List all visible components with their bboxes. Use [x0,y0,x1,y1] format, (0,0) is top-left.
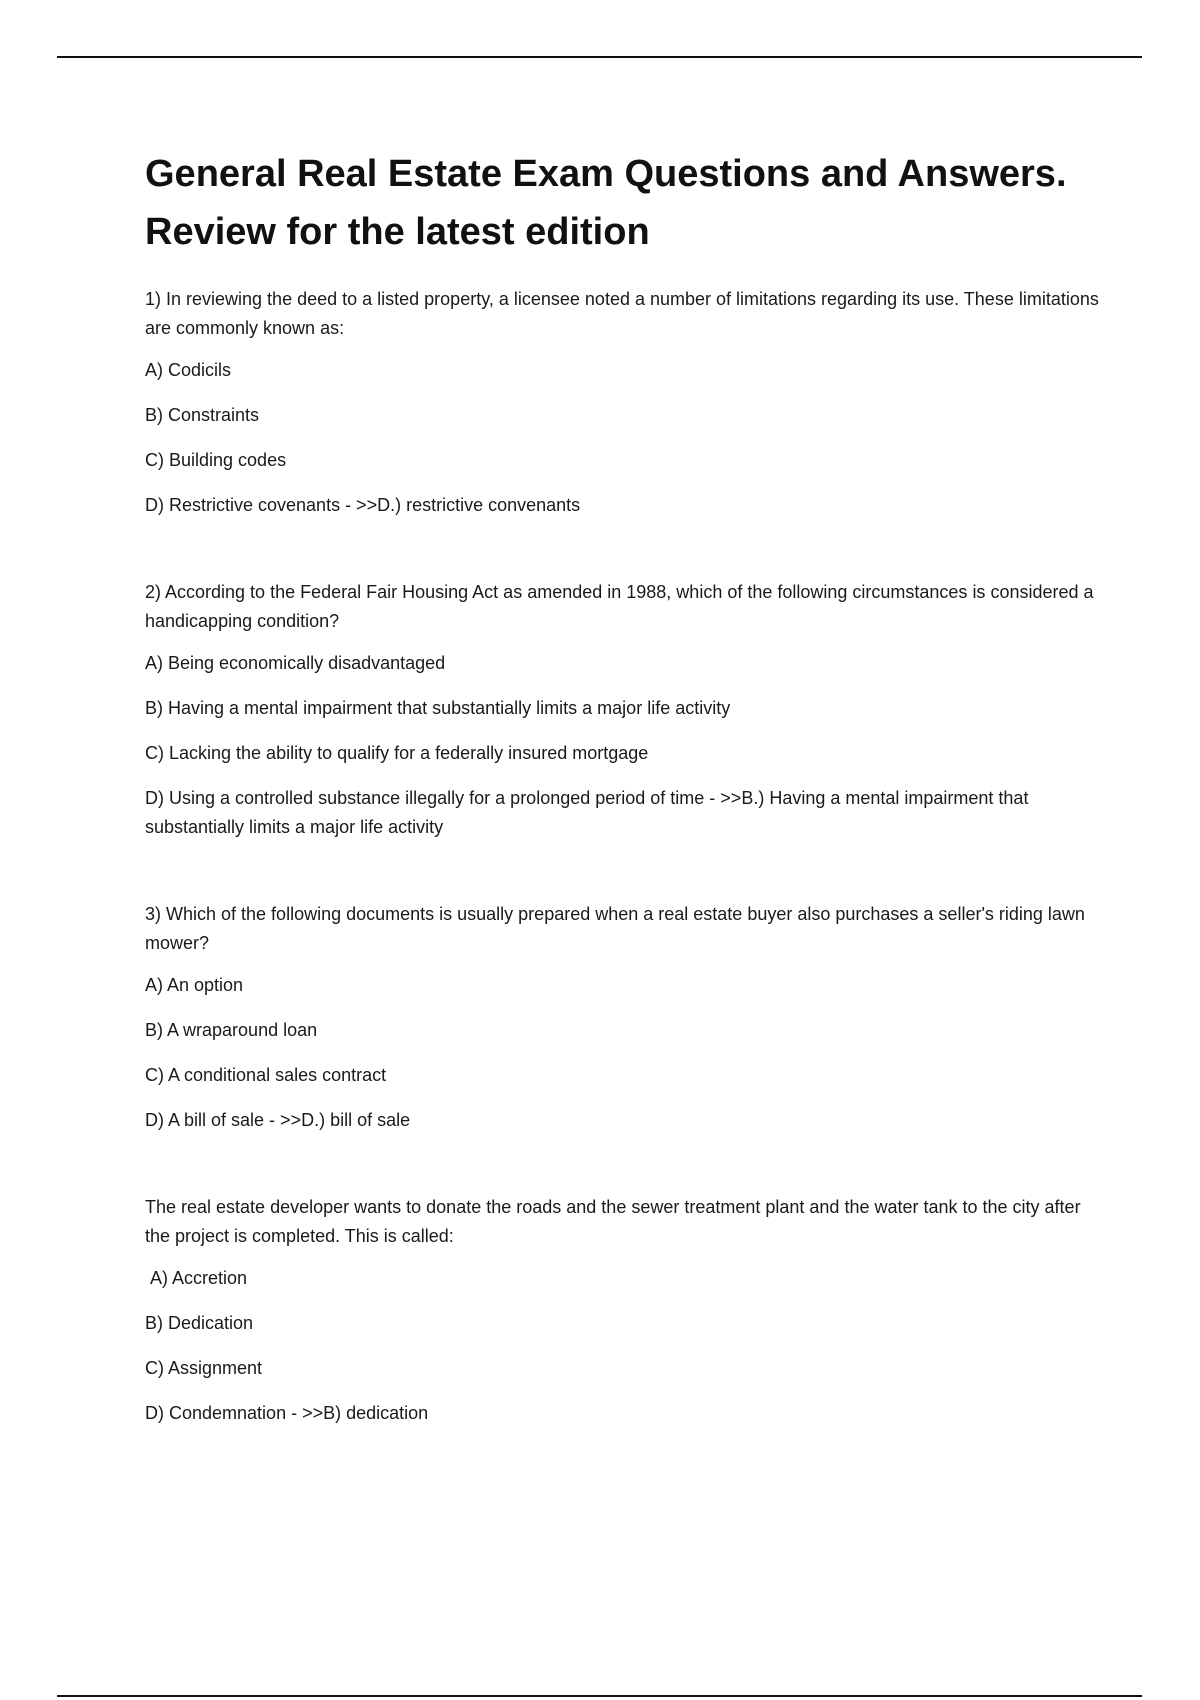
title-line-1: General Real Estate Exam Questions and Answers. [145,153,1067,195]
option-b: B) A wraparound loan [145,1020,318,1040]
option-a: A) Codicils [145,360,232,380]
option-c: C) A conditional sales contract [145,1065,387,1085]
option-a: A) Being economically disadvantaged [145,653,446,673]
question-1 [145,285,1105,520]
question-stem: 2) According to the Federal Fair Housing Act as amended in 1988, which of the following circumstances is considered a handicapping condition? [145,582,1094,631]
option-b: B) Dedication [145,1313,254,1333]
option-d-answer: D) Using a controlled substance illegally for a prolonged period of time - >>B.) Having a mental impairment that substantially limits a major life activity [145,788,1029,837]
option-d-answer: D) Condemnation - >>B) dedication [145,1403,429,1423]
title-line-2: Review for the latest edition [145,211,650,253]
question-stem: The real estate developer wants to donate the roads and the sewer treatment plant and the water tank to the city after the project is completed. This is called: [145,1197,1081,1246]
question-stem: 3) Which of the following documents is usually prepared when a real estate buyer also purchases a seller's riding lawn mower? [145,904,1085,953]
document-body [145,145,1105,1444]
question-3 [145,900,1105,1135]
option-d-answer: D) A bill of sale - >>D.) bill of sale [145,1110,411,1130]
question-stem: 1) In reviewing the deed to a listed property, a licensee noted a number of limitations regarding its use. These limitations are commonly known as: [145,289,1099,338]
option-c: C) Assignment [145,1358,263,1378]
option-d-answer: D) Restrictive covenants - >>D.) restrictive convenants [145,495,581,515]
option-a: A) An option [145,975,244,995]
option-b: B) Having a mental impairment that substantially limits a major life activity [145,698,731,718]
page-title [145,145,1105,261]
option-a: A) Accretion [150,1268,248,1288]
option-c: C) Building codes [145,450,287,470]
top-rule [57,56,1142,58]
bottom-rule [57,1695,1142,1697]
option-c: C) Lacking the ability to qualify for a federally insured mortgage [145,743,649,763]
option-b: B) Constraints [145,405,260,425]
question-4 [145,1193,1105,1428]
question-2 [145,578,1105,842]
